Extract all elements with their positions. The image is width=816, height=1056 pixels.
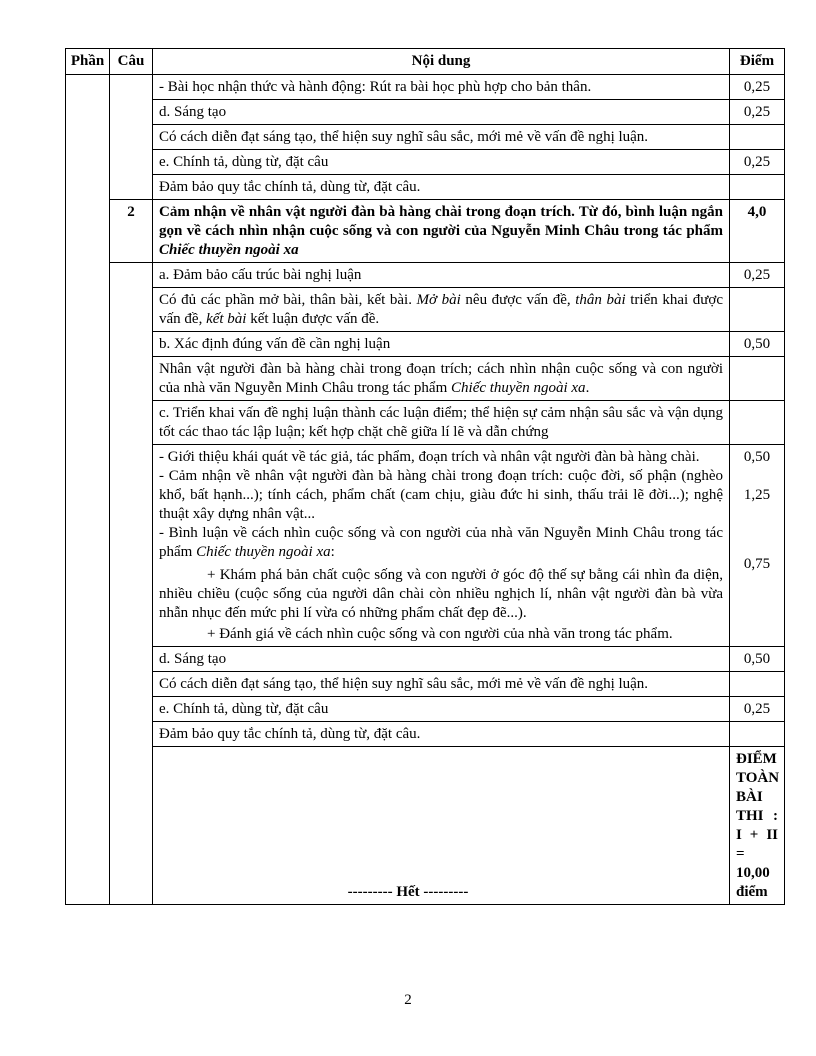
question-row [66,200,785,263]
page-number: 2 [404,992,412,1008]
detail-sub-1: + Khám phá bản chất cuộc sống và con người ở góc độ thế sự bằng cái nhìn đa diện, nhiều chiều (cuộc sống của người dân chài còn nhiều nghịch lí, nhân vật người đàn bà vừa nhẫn nhục đến mức phi lí vừa có những phẩm chất đẹp đẽ...). [159,567,723,621]
total-row [66,747,785,905]
row-content: d. Sáng tạo [153,100,730,125]
row-content: e. Chính tả, dùng từ, đặt câu [153,150,730,175]
end-marker: --------- Hết --------- [347,884,469,900]
grading-table [65,48,785,905]
cau-cell-continued [110,75,153,200]
table-row [66,150,785,175]
header-noi-dung: Nội dung [153,49,730,75]
work-title: Chiếc thuyền ngoài xa [451,380,586,396]
question-text: Cảm nhận về nhân vật người đàn bà hàng chài trong đoạn trích. Từ đó, bình luận ngắn gọn về cách nhìn nhận cuộc sống và con người của Nguyễn Minh Châu trong tác phẩm [159,204,723,239]
text-part: Có đủ các phần mở bài, thân bài, kết bài. [159,292,417,308]
row-score: 0,25 [730,697,785,722]
table-row [66,75,785,100]
table-row [66,125,785,150]
row-score: 0,50 [730,647,785,672]
score-3: 0,75 [743,556,771,572]
row-score-empty [730,288,785,332]
row-score-empty [730,722,785,747]
row-content: Đảm bảo quy tắc chính tả, dùng từ, đặt câu. [153,175,730,200]
header-diem: Điểm [730,49,785,75]
text-italic: kết bài [206,311,247,327]
score-1: 0,50 [743,449,771,465]
text-part: kết luận được vấn đề. [246,311,380,327]
question-number: 2 [110,200,153,263]
table-row [66,288,785,332]
text-part: triển khai được vấn đề, [159,292,723,327]
table-row [66,175,785,200]
table-row [66,332,785,357]
header-phan: Phần [66,49,110,75]
row-content: b. Xác định đúng vấn đề cần nghị luận [153,332,730,357]
table-row [66,401,785,445]
row-content [153,288,730,332]
text-part: : [330,544,335,560]
detail-item-2: - Cảm nhận về nhân vật người đàn bà hàng chài trong đoạn trích: cuộc đời, số phận (nghèo khổ, bất hạnh...); tính cách, phẩm chất (cam chịu, giàu đức hi sinh, thấu trải lẽ đời...); nghệ thuật xây dựng nhân vật... [159,468,723,522]
row-content: Có cách diễn đạt sáng tạo, thể hiện suy nghĩ sâu sắc, mới mẻ về vấn đề nghị luận. [153,672,730,697]
detail-item-1: - Giới thiệu khái quát về tác giả, tác phẩm, đoạn trích và nhân vật người đàn bà hàng chài. [159,449,700,465]
work-title: Chiếc thuyền ngoài xa [196,544,331,560]
work-title: Chiếc thuyền ngoài xa [159,242,299,258]
table-row [66,697,785,722]
row-content: - Bài học nhận thức và hành động: Rút ra bài học phù hợp cho bản thân. [153,75,730,100]
cau-cell-sub [110,263,153,905]
row-content: Có cách diễn đạt sáng tạo, thể hiện suy nghĩ sâu sắc, mới mẻ về vấn đề nghị luận. [153,125,730,150]
text-part: Nhân vật người đàn bà hàng chài trong đoạn trích; cách nhìn nhận cuộc sống và con người của nhà văn Nguyễn Minh Châu trong tác phẩm [159,361,723,396]
row-score-empty [730,357,785,401]
row-score: 0,25 [730,100,785,125]
detail-sub-2: + Đánh giá về cách nhìn cuộc sống và con người của nhà văn trong tác phẩm. [207,626,673,642]
row-content [153,357,730,401]
row-score: 0,25 [730,263,785,288]
total-cau-cell [153,747,730,905]
table-row [66,445,785,647]
question-prompt [153,200,730,263]
table-row [66,263,785,288]
phan-cell [66,75,110,905]
row-score: 0,25 [730,150,785,175]
text-part: - Bình luận về cách nhìn cuộc sống và con người của nhà văn Nguyễn Minh Châu trong tác phẩm [159,525,723,560]
header-cau: Câu [110,49,153,75]
row-score-empty [730,175,785,200]
row-content: a. Đảm bảo cấu trúc bài nghị luận [153,263,730,288]
row-score: 0,50 [730,332,785,357]
header-row [66,49,785,75]
text-italic: thân bài [575,292,626,308]
row-content: Đảm bảo quy tắc chính tả, dùng từ, đặt câu. [153,722,730,747]
row-scores-detail [730,445,785,647]
row-score-empty [730,125,785,150]
row-content: d. Sáng tạo [153,647,730,672]
score-2: 1,25 [743,487,771,503]
row-score: 0,25 [730,75,785,100]
table-row [66,672,785,697]
table-row [66,357,785,401]
text-italic: Mở bài [416,292,461,308]
text-part: . [585,380,590,396]
table-row [66,647,785,672]
table-row [66,100,785,125]
total-score-text: ĐIỂM TOÀN BÀI THI : I + II = 10,00 điểm [730,747,785,905]
table-row [66,722,785,747]
row-score-empty [730,672,785,697]
detail-item-3 [159,524,723,562]
text-part: nêu được vấn đề, [460,292,576,308]
row-content: e. Chính tả, dùng từ, đặt câu [153,697,730,722]
question-score: 4,0 [730,200,785,263]
row-score-empty [730,401,785,445]
row-content: c. Triển khai vấn đề nghị luận thành các luận điểm; thể hiện sự cảm nhận sâu sắc và vận dụng tốt các thao tác lập luận; kết hợp chặt chẽ giữa lí lẽ và dẫn chứng [153,401,730,445]
row-content-detail [153,445,730,647]
